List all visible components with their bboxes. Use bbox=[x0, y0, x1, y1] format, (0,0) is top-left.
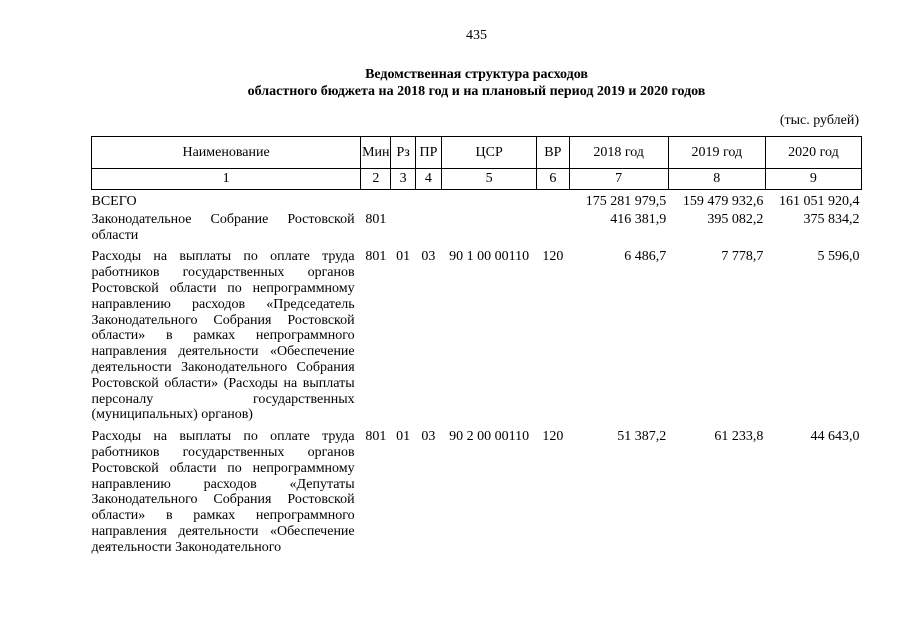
header-min: Мин bbox=[361, 137, 391, 169]
document-title bbox=[0, 66, 905, 100]
header-number: 2 bbox=[361, 169, 391, 190]
row-csr: 90 2 00 00110 bbox=[449, 429, 530, 445]
row-min bbox=[361, 190, 391, 210]
header-name: Наименование bbox=[92, 137, 361, 169]
row-rz bbox=[391, 190, 415, 210]
row-name: Законодательное Собрание Ростовской области bbox=[91, 211, 355, 243]
header-vr: ВР bbox=[537, 137, 569, 169]
row-2020: 161 051 920,4 bbox=[779, 194, 860, 209]
row-name: ВСЕГО bbox=[91, 194, 137, 209]
row-2019: 7 778,7 bbox=[721, 249, 764, 265]
row-vr bbox=[537, 190, 569, 210]
header-number: 1 bbox=[92, 169, 361, 190]
row-pr bbox=[415, 190, 441, 210]
row-csr bbox=[442, 210, 537, 244]
header-number: 6 bbox=[537, 169, 569, 190]
row-2020: 44 643,0 bbox=[810, 429, 860, 445]
budget-table bbox=[91, 136, 862, 556]
row-2019: 61 233,8 bbox=[714, 429, 764, 445]
title-line-2: областного бюджета на 2018 год и на плановый период 2019 и 2020 годов bbox=[247, 84, 706, 99]
header-number: 7 bbox=[569, 169, 668, 190]
row-min: 801 bbox=[365, 249, 387, 265]
row-2020: 5 596,0 bbox=[817, 249, 860, 265]
row-vr: 120 bbox=[542, 249, 564, 265]
row-rz: 01 bbox=[396, 249, 411, 265]
header-number: 5 bbox=[442, 169, 537, 190]
page-number: 435 bbox=[466, 28, 487, 43]
header-rz: Рз bbox=[391, 137, 415, 169]
table-row bbox=[92, 243, 862, 423]
row-min: 801 bbox=[365, 429, 387, 445]
title-line-1: Ведомственная структура расходов bbox=[365, 67, 588, 82]
row-vr: 120 bbox=[542, 429, 564, 445]
row-2018: 6 486,7 bbox=[624, 249, 667, 265]
header-number: 9 bbox=[765, 169, 861, 190]
header-row bbox=[92, 137, 862, 169]
row-rz bbox=[391, 210, 415, 244]
header-number: 8 bbox=[668, 169, 765, 190]
row-pr: 03 bbox=[421, 429, 436, 445]
table-row bbox=[92, 423, 862, 555]
row-name: Расходы на выплаты по оплате труда работников государственных органов Ростовской области по непрограммному направлению расходов «Председатель Законодательного Собрания Ростовской области» в рамках непрограммного направления деятельности «Обеспечение деятельности Законодательного Собрания Ростовской области» (Расходы на выплаты персоналу государственных (муниципальных) органов) bbox=[91, 249, 355, 423]
header-2019: 2019 год bbox=[668, 137, 765, 169]
header-number: 4 bbox=[415, 169, 441, 190]
header-2020: 2020 год bbox=[765, 137, 861, 169]
row-2019: 395 082,2 bbox=[707, 211, 764, 227]
row-min: 801 bbox=[365, 211, 387, 227]
row-csr bbox=[442, 190, 537, 210]
row-2018: 416 381,9 bbox=[610, 211, 667, 227]
header-csr: ЦСР bbox=[442, 137, 537, 169]
table-row bbox=[92, 210, 862, 244]
row-csr: 90 1 00 00110 bbox=[449, 249, 530, 265]
header-number: 3 bbox=[391, 169, 415, 190]
row-2020: 375 834,2 bbox=[803, 211, 860, 227]
row-pr bbox=[415, 210, 441, 244]
row-2018: 51 387,2 bbox=[617, 429, 667, 445]
row-vr bbox=[537, 210, 569, 244]
row-2018: 175 281 979,5 bbox=[585, 194, 667, 209]
row-rz: 01 bbox=[396, 429, 411, 445]
header-number-row bbox=[92, 169, 862, 190]
header-2018: 2018 год bbox=[569, 137, 668, 169]
row-2019: 159 479 932,6 bbox=[682, 194, 764, 209]
row-name: Расходы на выплаты по оплате труда работников государственных органов Ростовской области по непрограммному направлению расходов «Депутаты Законодательного Собрания Ростовской области» в рамках непрограммного направления деятельности «Обеспечение деятельности Законодательного bbox=[91, 429, 355, 555]
units-label: (тыс. рублей) bbox=[779, 113, 859, 128]
row-pr: 03 bbox=[421, 249, 436, 265]
header-pr: ПР bbox=[415, 137, 441, 169]
table-row-total bbox=[92, 190, 862, 210]
